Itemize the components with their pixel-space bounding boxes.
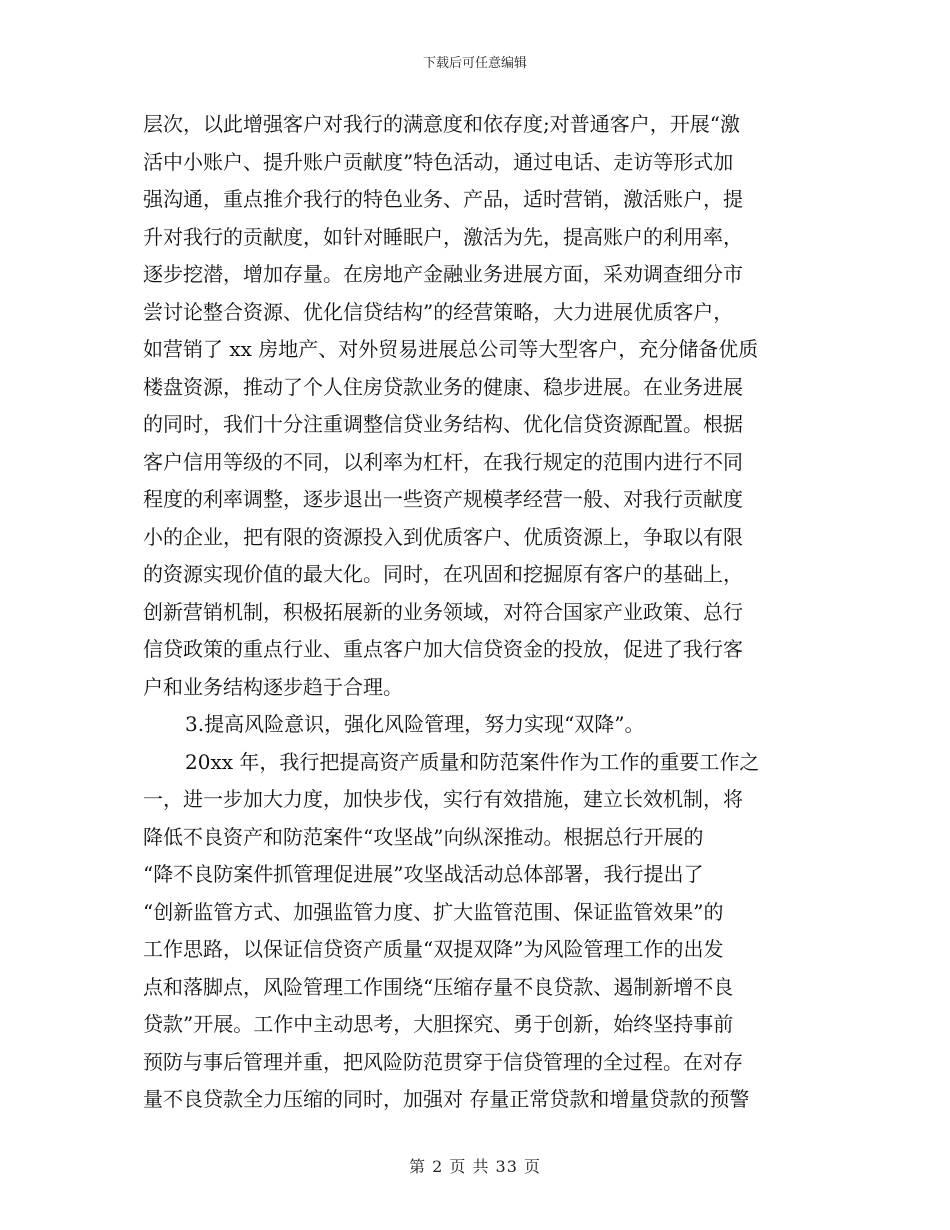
text-line: 点和落脚点，风险管理工作围绕“压缩存量不良贷款、遏制新增不良 [143,974,734,999]
text-line: 升对我行的贡献度，如针对睡眠户，激活为先，提高账户的利用率， [143,224,743,249]
text-line: 的同时，我们十分注重调整信贷业务结构、优化信贷资源配置。根据 [143,412,743,436]
text-line: 降低不良资产和防范案件“攻坚战”向纵深推动。根据总行开展的 [143,824,704,849]
text-line: 一，进一步加大力度，加快步伐，实行有效措施，建立长效机制，将 [143,787,743,811]
page-number: 第 2 页 共 33 页 [409,1157,541,1176]
text-line: “降不良防案件抓管理促进展”攻坚战活动总体部署，我行提出了 [143,862,704,886]
text-line: 活中小账户、提升账户贡献度”特色活动，通过电话、走访等形式加 [143,149,734,174]
text-line: 预防与事后管理并重，把风险防范贯穿于信贷管理的全过程。在对存 [143,1049,743,1074]
text-line: 工作思路，以保证信贷资产质量“双提双降”为风险管理工作的出发 [143,937,724,961]
text-line: 程度的利率调整，逐步退出一些资产规模孝经营一般、对我行贡献度 [143,487,743,511]
text-line: 层次，以此增强客户对我行的满意度和依存度;对普通客户，开展“激 [143,112,740,136]
text-line: 逐步挖潜，增加存量。在房地产金融业务进展方面，采劝调查细分市 [143,262,743,286]
text-line: 量不良贷款全力压缩的同时，加强对 存量正常贷款和增量贷款的预警 [143,1087,750,1111]
text-line: 强沟通，重点推介我行的特色业务、产品，适时营销，激活账户，提 [143,187,743,211]
text-line: 小的企业，把有限的资源投入到优质客户、优质资源上，争取以有限 [143,524,743,549]
text-line: 信贷政策的重点行业、重点客户加大信贷资金的投放，促进了我行客 [143,637,743,661]
page-header: 下载后可任意编辑 [422,56,527,71]
document-body [143,106,813,1119]
text-line: “创新监管方式、加强监管力度、扩大监管范围、保证监管效果”的 [143,899,724,924]
text-line: 客户信用等级的不同，以利率为杠杆，在我行规定的范围内进行不同 [143,449,743,474]
text-line: 户和业务结构逐步趋于合理。 [143,674,403,699]
section-heading: 3.提高风险意识，强化风险管理，努力实现“双降”。 [185,712,645,736]
text-line: 贷款”开展。工作中主动思考，大胆探究、勇于创新，始终坚持事前 [143,1012,734,1036]
text-line: 如营销了 xx 房地产、对外贸易进展总公司等大型客户，充分储备优质 [143,337,759,361]
text-line: 20xx 年，我行把提高资产质量和防范案件作为工作的重要工作之 [185,749,760,774]
text-line: 的资源实现价值的最大化。同时，在巩固和挖掘原有客户的基础上， [143,562,743,586]
text-line: 创新营销机制，积极拓展新的业务领域，对符合国家产业政策、总行 [143,599,743,624]
text-line: 尝讨论整合资源、优化信贷结构”的经营策略，大力进展优质客户， [143,299,734,324]
text-line: 楼盘资源，推动了个人住房贷款业务的健康、稳步进展。在业务进展 [143,374,743,399]
